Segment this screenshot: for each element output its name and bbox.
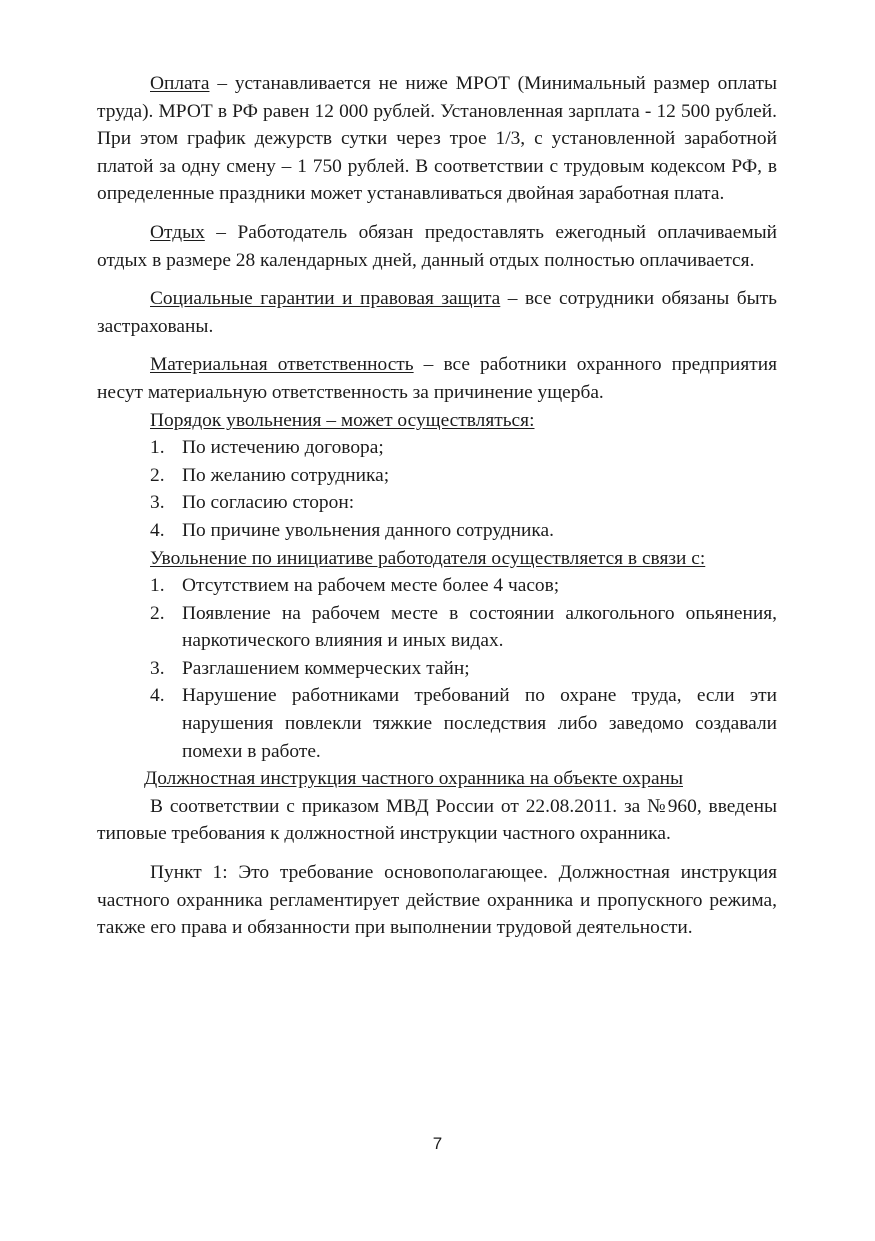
- liability-term: Материальная ответственность: [150, 354, 414, 376]
- dismissal-list: [97, 434, 777, 544]
- list-item: 1. По истечению договора;: [150, 437, 384, 459]
- social-paragraph: [97, 285, 777, 340]
- payment-text: – устанавливается не ниже МРОТ (Минимальный размер оплаты труда). МРОТ в РФ равен 12 000 рублей. Установленная зарплата - 12 500 рублей. При этом график дежурств сутки через трое 1/3, с установленной заработной платой за одну смену – 1 750 рублей. В соответствии с трудовым кодексом РФ, в определенные праздники может устанавливаться двойная заработная плата.: [97, 73, 777, 205]
- list-item: 3. По согласию сторон:: [150, 492, 355, 514]
- rest-text: – Работодатель обязан предоставлять ежегодный оплачиваемый отдых в размере 28 календарных дней, данный отдых полностью оплачивается.: [97, 221, 777, 271]
- list-item: 1. Отсутствием на рабочем месте более 4 часов;: [150, 575, 560, 597]
- rest-term: Отдых: [150, 221, 205, 243]
- payment-paragraph: [97, 70, 777, 208]
- list-item: 4. Нарушение работниками требований по охране труда, если эти нарушения повлекли тяжкие последствия либо заведомо создавали помехи в работе.: [150, 685, 777, 762]
- dismissal-heading: Порядок увольнения – может осуществляться:: [150, 409, 535, 431]
- instruction-heading: Должностная инструкция частного охранника на объекте охраны: [144, 768, 683, 790]
- social-text: – все сотрудники обязаны быть застрахованы.: [97, 288, 777, 337]
- payment-term: Оплата: [150, 73, 210, 94]
- employer-dismissal-heading: Увольнение по инициативе работодателя осуществляется в связи с:: [150, 547, 706, 569]
- liability-text: – все работники охранного предприятия несут материальную ответственность за причинение ущерба.: [97, 354, 778, 403]
- rest-paragraph: [97, 219, 777, 274]
- instruction-paragraph-1: В соответствии с приказом МВД России от 22.08.2011. за №960, введены типовые требования к должностной инструкции частного охранника.: [97, 795, 777, 845]
- document-page: [97, 70, 777, 942]
- instruction-paragraph-2: Пункт 1: Это требование основополагающее. Должностная инструкция частного охранника регламентирует действие охранника и пропускного режима, также его права и обязанности при выполнении трудовой деятельности.: [97, 862, 777, 939]
- employer-dismissal-list: [97, 572, 777, 765]
- social-term: Социальные гарантии и правовая защита: [150, 288, 501, 310]
- list-item: 4. По причине увольнения данного сотрудника.: [150, 519, 554, 541]
- list-item: 2. По желанию сотрудника;: [150, 464, 390, 486]
- list-item: 2. Появление на рабочем месте в состоянии алкогольного опьянения, наркотического влияния и иных видах.: [150, 602, 777, 652]
- list-item: 3. Разглашением коммерческих тайн;: [150, 657, 470, 679]
- page-number: 7: [432, 1134, 443, 1153]
- liability-paragraph: [97, 351, 777, 406]
